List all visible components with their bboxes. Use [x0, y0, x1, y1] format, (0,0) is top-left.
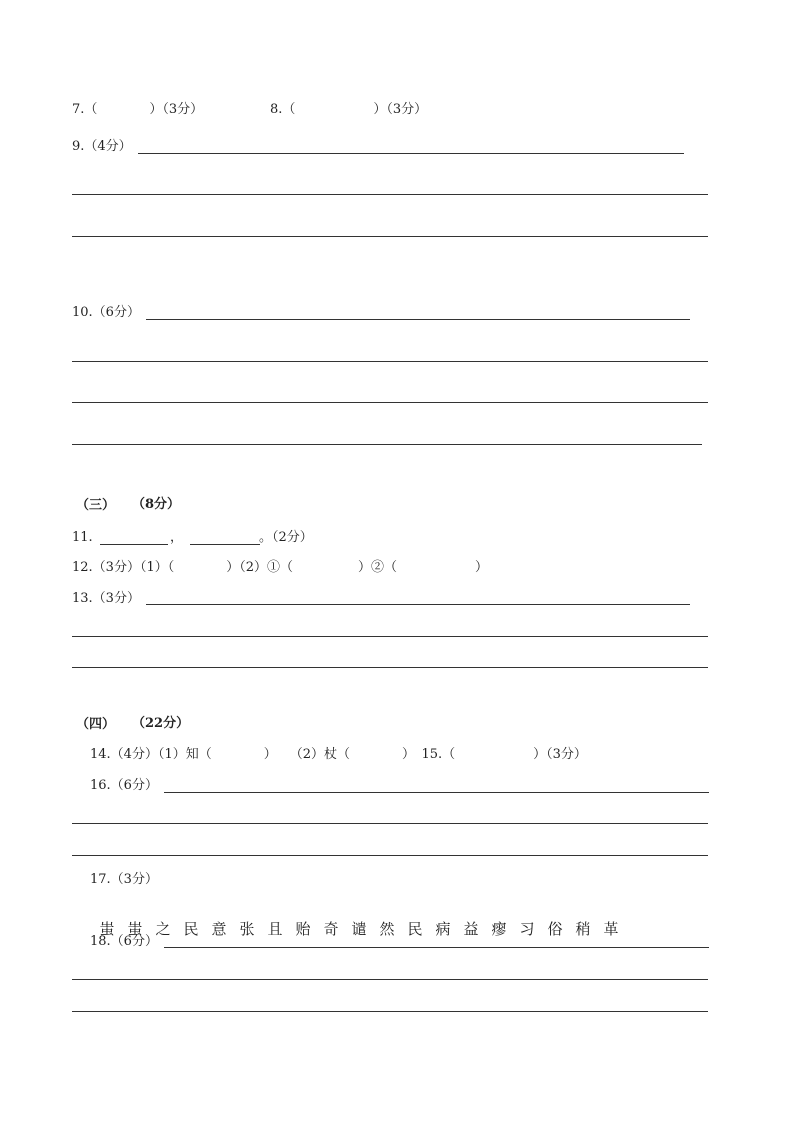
q11-blank-1[interactable]: [100, 544, 168, 545]
q9-label: 9.（4分）: [72, 139, 132, 154]
section-4-score: （22分）: [132, 716, 190, 731]
q13-answer-line-1[interactable]: [146, 604, 690, 605]
q17-char[interactable]: 蚩: [127, 920, 143, 938]
q17-character-sequence: [90, 902, 632, 938]
q17-char[interactable]: 张: [239, 920, 255, 938]
q18-answer-line-2[interactable]: [72, 979, 708, 980]
section-3-score: （8分）: [132, 497, 181, 512]
q17-char[interactable]: 习: [519, 920, 535, 938]
q17-char[interactable]: 病: [435, 920, 451, 938]
q17-char[interactable]: 稍: [575, 920, 591, 938]
q18-answer-line-3[interactable]: [72, 1011, 708, 1012]
q17-char[interactable]: 民: [183, 920, 199, 938]
q9-answer-line-3[interactable]: [72, 236, 708, 237]
q17-char[interactable]: 然: [379, 920, 395, 938]
q17-char[interactable]: 民: [407, 920, 423, 938]
q18-label: 18.（6分）: [90, 934, 158, 949]
q17-char[interactable]: 谴: [351, 920, 367, 938]
q10-answer-line-1[interactable]: [146, 319, 690, 320]
q18-answer-line-1[interactable]: [164, 947, 709, 948]
q9-answer-line-2[interactable]: [72, 194, 708, 195]
q9-answer-line-1[interactable]: [138, 153, 684, 154]
q10-answer-line-3[interactable]: [72, 402, 708, 403]
q17-char[interactable]: 瘳: [491, 920, 507, 938]
q10-answer-line-4[interactable]: [72, 444, 702, 445]
q17-char[interactable]: 意: [211, 920, 227, 938]
q17-char[interactable]: 蚩: [99, 920, 115, 938]
section-4-heading: （四）: [76, 717, 116, 732]
q7-label: 7.（ ）（3分）: [72, 102, 204, 117]
q16-label: 16.（6分）: [90, 778, 158, 793]
q10-label: 10.（6分）: [72, 305, 140, 320]
q16-answer-line-2[interactable]: [72, 823, 708, 824]
q13-answer-line-3[interactable]: [72, 667, 708, 668]
q17-char[interactable]: 且: [267, 920, 283, 938]
q17-char[interactable]: 之: [155, 920, 171, 938]
q16-answer-line-3[interactable]: [72, 855, 708, 856]
section-3-heading: （三）: [76, 498, 116, 513]
q17-char[interactable]: 革: [603, 920, 619, 938]
q8-label: 8.（ ）（3分）: [270, 102, 428, 117]
q16-answer-line-1[interactable]: [164, 792, 709, 793]
q11-label: 11.: [72, 530, 93, 545]
q11-comma: ，: [170, 530, 184, 545]
q17-char[interactable]: 俗: [547, 920, 563, 938]
q11-score: 。（2分）: [259, 530, 313, 545]
q10-answer-line-2[interactable]: [72, 361, 708, 362]
q17-char[interactable]: 奇: [323, 920, 339, 938]
q14-q15-label: 14.（4分）（1）知（ ） （2）杖（ ） 15.（ ）（3分）: [90, 747, 587, 762]
q17-char[interactable]: 益: [463, 920, 479, 938]
q11-blank-2[interactable]: [190, 544, 260, 545]
q12-label: 12.（3分）（1）（ ）（2）①（ ）②（ ）: [72, 560, 488, 575]
q13-label: 13.（3分）: [72, 591, 140, 606]
q13-answer-line-2[interactable]: [72, 636, 708, 637]
q17-label: 17.（3分）: [90, 872, 158, 887]
q17-char[interactable]: 贻: [295, 920, 311, 938]
